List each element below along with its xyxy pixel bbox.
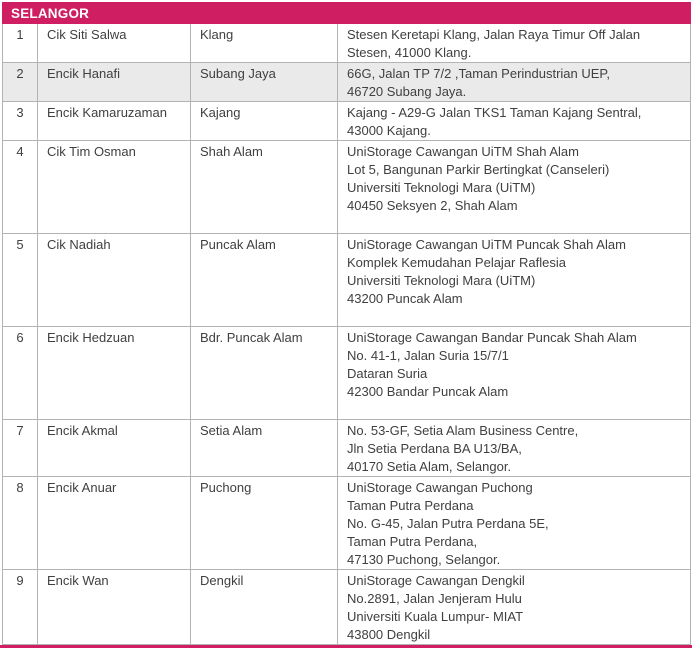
area-name: Kajang: [191, 102, 338, 141]
address-cell: [338, 570, 691, 645]
address-line: Jln Setia Perdana BA U13/BA,: [347, 441, 522, 456]
area-name: Bdr. Puncak Alam: [191, 327, 338, 420]
area-name: Setia Alam: [191, 420, 338, 477]
address-cell: [338, 141, 691, 234]
address-line: No. 53-GF, Setia Alam Business Centre,: [347, 423, 579, 438]
address-line: No. 41-1, Jalan Suria 15/7/1: [347, 348, 509, 363]
address-line: No.2891, Jalan Jenjeram Hulu: [347, 591, 522, 606]
contact-name: Encik Kamaruzaman: [38, 102, 191, 141]
row-number: 5: [3, 234, 38, 327]
address-cell: [338, 327, 691, 420]
address-line: [347, 215, 686, 233]
address-line: UniStorage Cawangan Puchong: [347, 480, 533, 495]
table-row: [3, 102, 691, 141]
table-row: [3, 141, 691, 234]
address-cell: [338, 234, 691, 327]
area-name: Puncak Alam: [191, 234, 338, 327]
branch-directory-table: [2, 2, 691, 645]
address-line: 43000 Kajang.: [347, 123, 431, 138]
contact-name: Encik Wan: [38, 570, 191, 645]
address-cell: [338, 477, 691, 570]
address-line: Universiti Teknologi Mara (UiTM): [347, 273, 536, 288]
address-line: Kajang - A29-G Jalan TKS1 Taman Kajang Sentral,: [347, 105, 642, 120]
area-name: Shah Alam: [191, 141, 338, 234]
address-line: Universiti Kuala Lumpur- MIAT: [347, 609, 524, 624]
contact-name: Encik Akmal: [38, 420, 191, 477]
row-number: 1: [3, 24, 38, 63]
area-name: Dengkil: [191, 570, 338, 645]
address-line: Universiti Teknologi Mara (UiTM): [347, 180, 536, 195]
table-row: [3, 327, 691, 420]
address-line: Stesen, 41000 Klang.: [347, 45, 472, 60]
address-line: No. G-45, Jalan Putra Perdana 5E,: [347, 516, 549, 531]
table-row: [3, 420, 691, 477]
area-name: Klang: [191, 24, 338, 63]
row-number: 9: [3, 570, 38, 645]
address-cell: [338, 420, 691, 477]
table-row: [3, 63, 691, 102]
contact-name: Cik Nadiah: [38, 234, 191, 327]
contact-name: Cik Siti Salwa: [38, 24, 191, 63]
table-row: [3, 570, 691, 645]
region-header: SELANGOR: [3, 3, 691, 24]
row-number: 4: [3, 141, 38, 234]
address-line: Taman Putra Perdana,: [347, 534, 478, 549]
address-line: Komplek Kemudahan Pelajar Raflesia: [347, 255, 566, 270]
address-line: Taman Putra Perdana: [347, 498, 474, 513]
area-name: Subang Jaya: [191, 63, 338, 102]
row-number: 3: [3, 102, 38, 141]
row-number: 8: [3, 477, 38, 570]
address-line: Stesen Keretapi Klang, Jalan Raya Timur Off Jalan: [347, 27, 641, 42]
row-number: 7: [3, 420, 38, 477]
table-row: [3, 24, 691, 63]
contact-name: Encik Hedzuan: [38, 327, 191, 420]
address-line: 42300 Bandar Puncak Alam: [347, 384, 509, 399]
address-line: 40450 Seksyen 2, Shah Alam: [347, 198, 518, 213]
address-cell: [338, 24, 691, 63]
contact-name: Encik Hanafi: [38, 63, 191, 102]
address-line: UniStorage Cawangan Bandar Puncak Shah Alam: [347, 330, 637, 345]
address-line: UniStorage Cawangan UiTM Shah Alam: [347, 144, 579, 159]
area-name: Puchong: [191, 477, 338, 570]
address-cell: [338, 102, 691, 141]
table-bottom-accent-line: [0, 645, 692, 648]
region-header-row: [3, 3, 691, 24]
address-line: 66G, Jalan TP 7/2 ,Taman Perindustrian UEP,: [347, 66, 611, 81]
address-line: 40170 Setia Alam, Selangor.: [347, 459, 512, 474]
address-line: Dataran Suria: [347, 366, 428, 381]
address-cell: [338, 63, 691, 102]
address-line: 47130 Puchong, Selangor.: [347, 552, 501, 567]
table-row: [3, 234, 691, 327]
address-line: UniStorage Cawangan UiTM Puncak Shah Alam: [347, 237, 626, 252]
row-number: 6: [3, 327, 38, 420]
contact-name: Encik Anuar: [38, 477, 191, 570]
row-number: 2: [3, 63, 38, 102]
address-line: 46720 Subang Jaya.: [347, 84, 467, 99]
address-line: Lot 5, Bangunan Parkir Bertingkat (Canseleri): [347, 162, 610, 177]
address-line: UniStorage Cawangan Dengkil: [347, 573, 525, 588]
address-line: [347, 401, 686, 419]
contact-name: Cik Tim Osman: [38, 141, 191, 234]
address-line: 43800 Dengkil: [347, 627, 431, 642]
address-line: 43200 Puncak Alam: [347, 291, 463, 306]
table-row: [3, 477, 691, 570]
address-line: [347, 308, 686, 326]
